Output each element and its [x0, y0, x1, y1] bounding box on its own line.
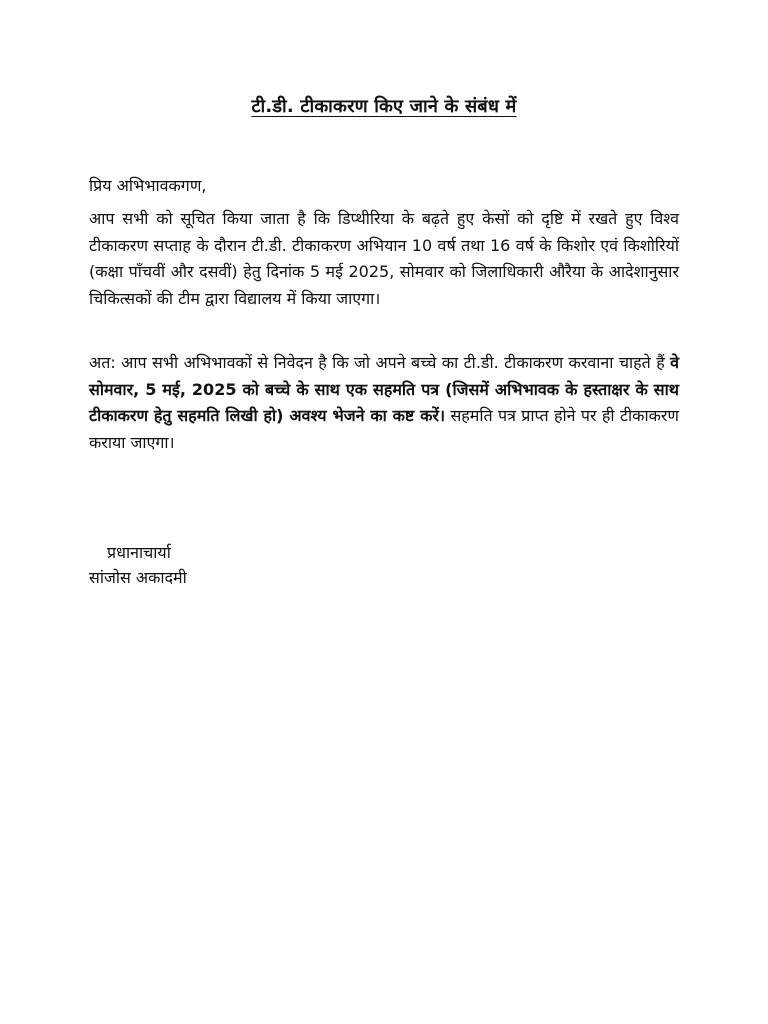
- letter-title: टी.डी. टीकाकरण किए जाने के संबंध में: [251, 96, 517, 117]
- salutation: प्रिय अभिभावकगण,: [89, 176, 207, 195]
- request-text-end: सहमति पत्र प्राप्त होने पर ही टीकाकरण कराया जाएगा।: [89, 406, 679, 452]
- request-text-bold: वे सोमवार, 5 मई, 2025 को बच्चे के साथ एक सहमति पत्र (जिसमें अभिभावक के हस्ताक्षर के साथ टीकाकरण हेतु सहमति लिखी हो) अवश्य भेजने का कष्ट करें।: [89, 353, 679, 425]
- request-text-start: अत: आप सभी अभिभावकों से निवेदन है कि जो अपने बच्चे का टी.डी. टीकाकरण करवाना चाहते हैं: [89, 353, 671, 372]
- organization-name: सांजोस अकादमी: [89, 568, 187, 587]
- signatory-designation: प्रधानाचार्या: [107, 543, 171, 562]
- paragraph-request: [89, 350, 679, 456]
- paragraph-notice: आप सभी को सूचित किया जाता है कि डिप्थीरिया के बढ़ते हुए केसों को दृष्टि में रखते हुए विश्व टीकाकरण सप्ताह के दौरान टी.डी. टीकाकरण अभियान 10 वर्ष तथा 16 वर्ष के किशोर एवं किशोरियों (कक्षा पाँचवीं और दसवीं) हेतु दिनांक 5 मई 2025, सोमवार को जिलाधिकारी औरैया के आदेशानुसार चिकित्सकों की टीम द्वारा विद्यालय में किया जाएगा।: [89, 209, 679, 308]
